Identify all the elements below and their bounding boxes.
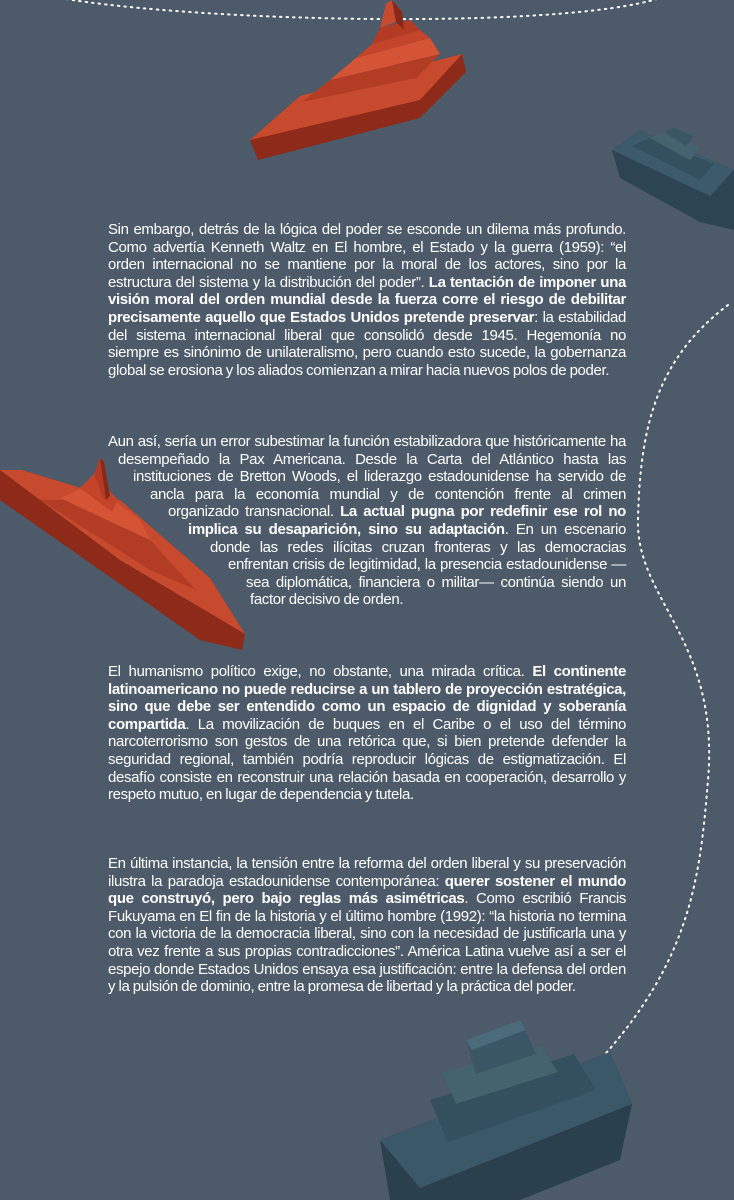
dotted-route-line bbox=[60, 0, 660, 19]
paragraph-text: . La movilización de buques en el Caribe o el uso del término narcoterrorismo son gestos de una retórica que, si bien pretende defender la seguridad regional, también podría reproducir lógicas de estigmatización. El desafío consiste en reconstruir una relación basada en cooperación, desarrollo y respeto mutuo, en lugar de dependencia y tutela. bbox=[108, 715, 626, 804]
paragraph-highlight: La actual pugna por redefinir ese rol no implica su desaparición, sino su adaptación bbox=[188, 503, 626, 538]
paragraph-text: Aun así, sería un error subestimar la función estabilizadora que históricamente ha desempeñado la Pax Americana. Desde la Carta del Atlántico hasta las instituciones de Bretton Woods, el liderazgo estadounidense ha servido de ancla para la economía mundial y de contención frente al crimen organizado transnacional. bbox=[108, 433, 626, 521]
article-paragraph-3 bbox=[108, 663, 626, 804]
article-paragraph-2 bbox=[108, 433, 626, 627]
paragraph-highlight: La tentación de imponer una visión moral del orden mundial desde la fuerza corre el riesgo de debilitar precisamente aquello que Estados Unidos pretende preservar bbox=[108, 273, 626, 326]
paragraph-highlight: El continente latinoamericano no puede reducirse a un tablero de proyección estratégica, sino que debe ser entendido como un espacio de dignidad y soberanía compartida bbox=[108, 663, 627, 733]
blue-ship-bottom-illustration bbox=[380, 1020, 632, 1200]
paragraph-text: . En un escenario donde las redes ilícitas cruzan fronteras y las democracias enfrentan crisis de legitimidad, la presencia estadounidense —sea diplomática, financiera o militar— continúa siendo un factor decisivo de orden. bbox=[210, 520, 626, 609]
paragraph-text: Sin embargo, detrás de la lógica del poder se esconde un dilema más profundo. Como advertía Kenneth Waltz en El hombre, el Estado y la guerra (1959): “el orden internacional no se mantiene por la moral de los actores, sino por la estructura del sistema y la distribución del poder”. bbox=[108, 221, 626, 291]
paragraph-text: : la estabilidad del sistema internacional liberal que consolidó desde 1945. Hegemonía no siempre es sinónimo de unilateralismo, pero cuando esto sucede, la gobernanza global se erosiona y los aliados comienzan a mirar hacia nuevos polos de poder. bbox=[108, 308, 626, 379]
paragraph-text: En última instancia, la tensión entre la reforma del orden liberal y su preservación ilustra la paradoja estadounidense contemporánea: bbox=[108, 855, 626, 890]
paragraph-text: El humanismo político exige, no obstante, una mirada crítica. bbox=[108, 663, 533, 680]
blue-ship-top-illustration bbox=[612, 128, 734, 230]
article-paragraph-4 bbox=[108, 855, 626, 996]
paragraph-highlight: querer sostener el mundo que construyó, pero bajo reglas más asimétricas bbox=[108, 872, 626, 908]
article-paragraph-1 bbox=[108, 221, 626, 379]
paragraph-text: . Como escribió Francis Fukuyama en El fin de la historia y el último hombre (1992): “la historia no termina con la victoria de la democracia liberal, sino con la necesidad de justificarla una y otra vez frente a sus propias contradicciones”. América Latina vuelve así a ser el espejo donde Estados Unidos ensaya esa justificación: entre la defensa del orden y la pulsión de dominio, entre la promesa de libertad y la práctica del poder. bbox=[108, 890, 626, 996]
red-ship-top-illustration bbox=[250, 0, 466, 160]
